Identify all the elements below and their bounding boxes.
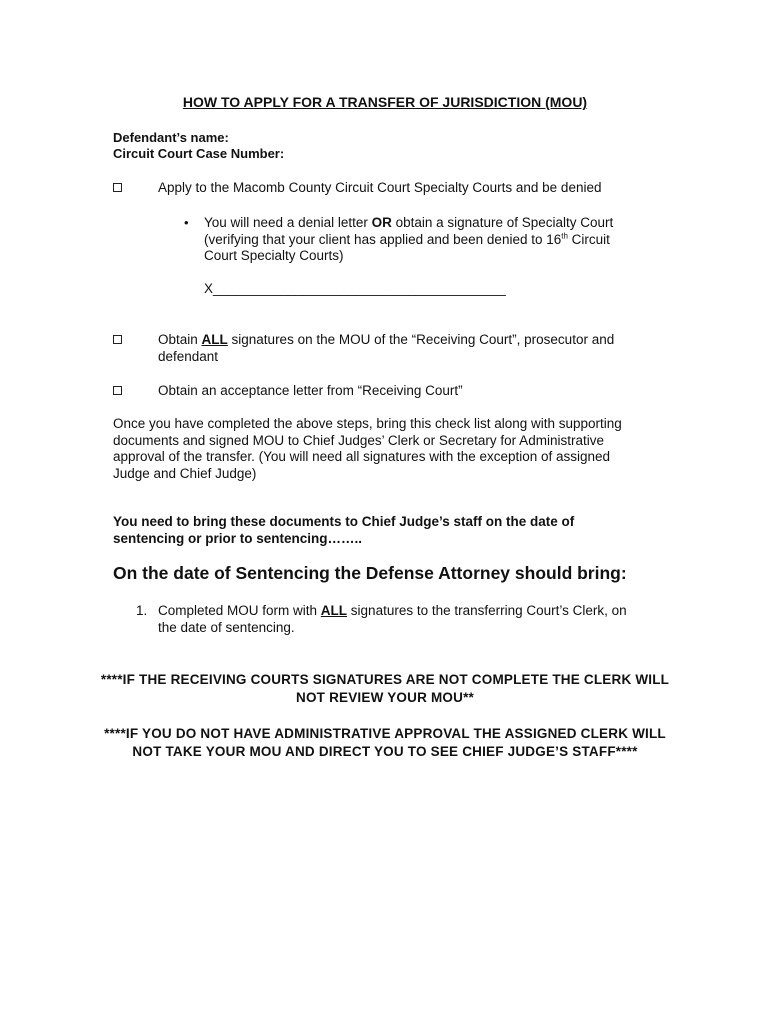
signature-line: X_______________________________________ — [204, 281, 506, 296]
defendant-name-label: Defendant’s name: — [113, 130, 229, 145]
instructions-paragraph: Once you have completed the above steps, bring this check list along with supporting documents and signed MOU to Chief Judges’ Clerk or Secretary for Administrative approval of the transfer. (You will need all signatures with the exception of assigned Judge and Chief Judge) — [113, 416, 622, 481]
bullet-sup: th — [561, 231, 568, 240]
step2-checkbox[interactable] — [113, 335, 122, 344]
document-title: HOW TO APPLY FOR A TRANSFER OF JURISDICTION (MOU) — [182, 94, 588, 110]
bullet-or: OR — [371, 215, 392, 230]
step2-post: signatures on the MOU of the “Receiving Court”, prosecutor and defendant — [158, 332, 615, 364]
deadline-note: You need to bring these documents to Chief Judge’s staff on the date of sentencing or prior to sentencing…….. — [113, 514, 575, 546]
warning-signatures: ****IF THE RECEIVING COURTS SIGNATURES ARE NOT COMPLETE THE CLERK WILL NOT REVIEW YOUR MOU** — [100, 672, 670, 705]
bullet-part3: Circuit Court Specialty Courts) — [204, 231, 610, 263]
item-pre: Completed MOU form with — [158, 603, 321, 618]
warning-administrative-approval: ****IF YOU DO NOT HAVE ADMINISTRATIVE APPROVAL THE ASSIGNED CLERK WILL NOT TAKE YOUR MOU AND DIRECT YOU TO SEE CHIEF JUDGE’S STAFF**** — [104, 726, 666, 759]
step3-text: Obtain an acceptance letter from “Receiving Court” — [158, 383, 463, 398]
step2-text — [158, 332, 648, 365]
step1-bullet-text — [204, 215, 644, 265]
list-item-text — [158, 603, 648, 636]
item-all: ALL — [320, 603, 348, 618]
step2-all: ALL — [201, 332, 228, 347]
step3-checkbox[interactable] — [113, 386, 122, 395]
step2-pre: Obtain — [158, 332, 202, 347]
item-post: signatures to the transferring Court’s Clerk, on the date of sentencing. — [158, 603, 627, 635]
step1-checkbox[interactable] — [113, 183, 122, 192]
bullet-part2: obtain a signature of Specialty Court (verifying that your client has applied and been denied to 16 — [204, 215, 614, 247]
bullet-dot: • — [184, 215, 189, 230]
list-number: 1. — [136, 603, 148, 618]
case-number-label: Circuit Court Case Number: — [113, 146, 285, 161]
sentencing-heading: On the date of Sentencing the Defense Attorney should bring: — [113, 563, 627, 583]
bullet-part1: You will need a denial letter — [204, 215, 372, 230]
step1-text: Apply to the Macomb County Circuit Court Specialty Courts and be denied — [158, 180, 602, 195]
